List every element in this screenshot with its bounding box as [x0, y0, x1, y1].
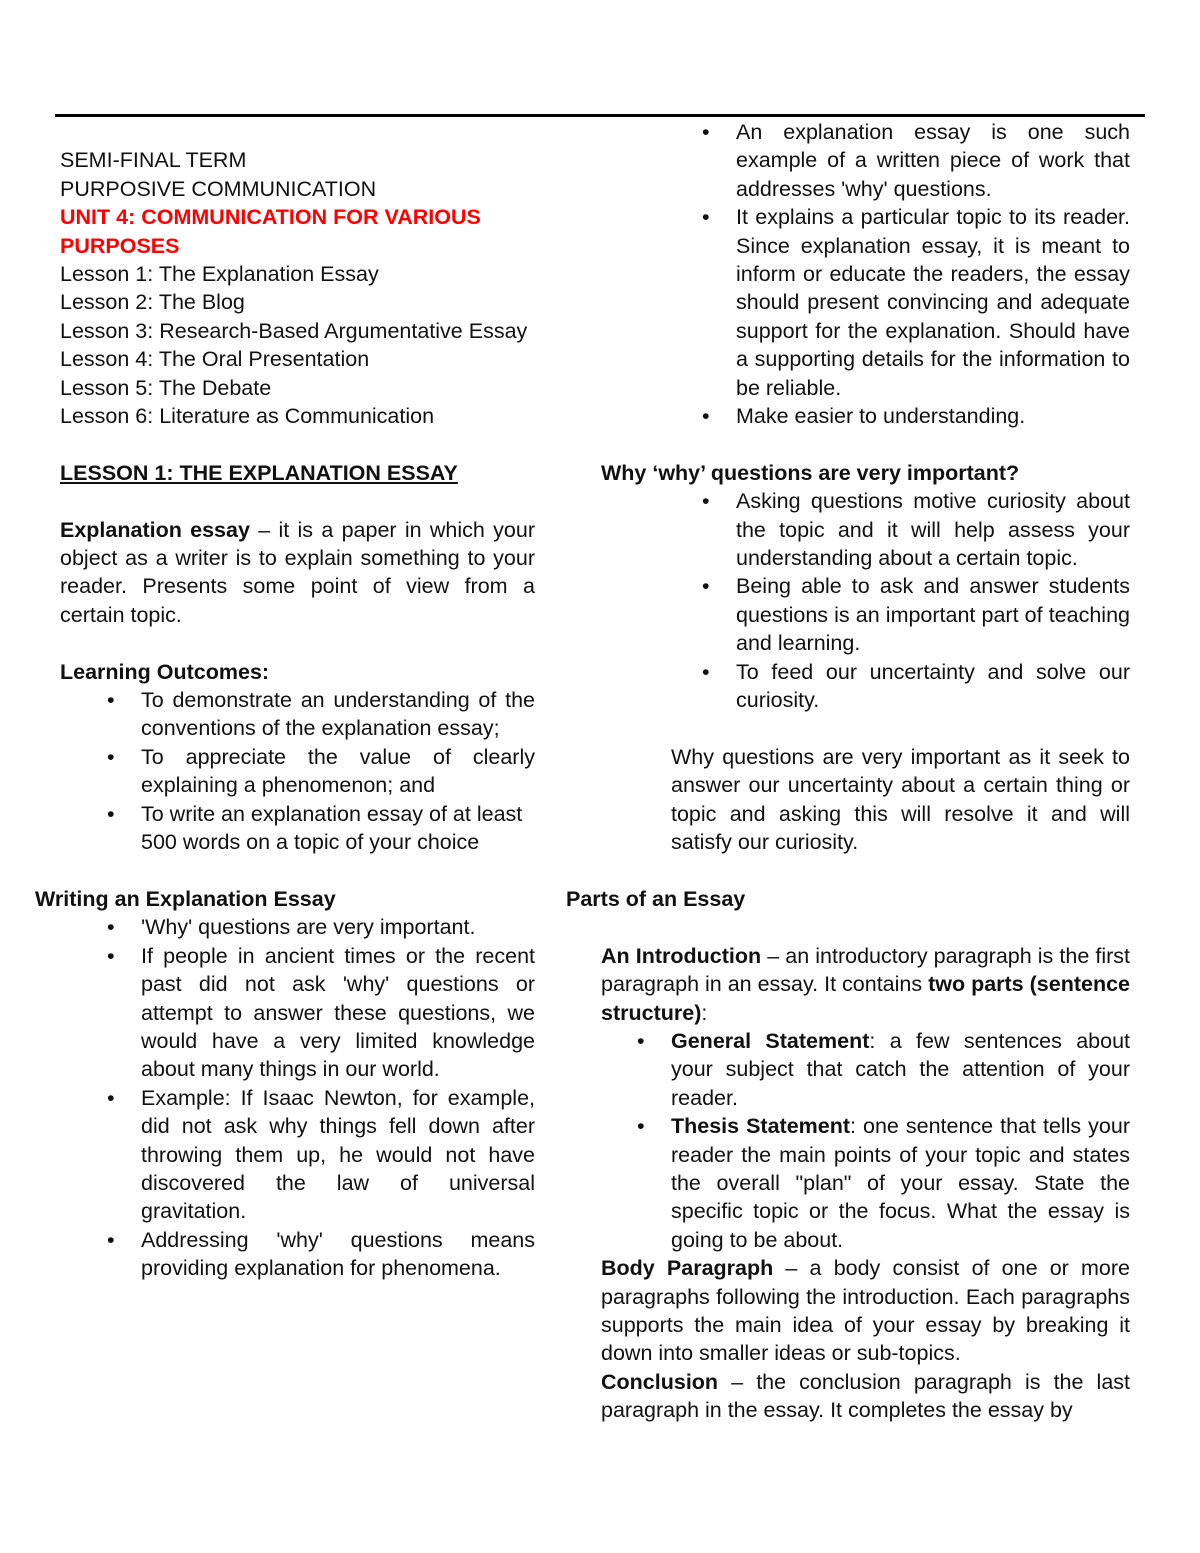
- list-item-continuation: 500 words on a topic of your choice: [141, 830, 480, 855]
- lesson-list: [60, 260, 535, 430]
- list-item: • To appreciate the value of clearly explaining a phenomenon; and: [141, 743, 535, 800]
- lesson-heading: LESSON 1: THE EXPLANATION ESSAY: [60, 460, 458, 485]
- header-rule: [55, 114, 1145, 117]
- list-item: • Example: If Isaac Newton, for example, did not ask why things fell down after throwing them up, he would not have discovered the law of universal gravitation.: [141, 1084, 535, 1226]
- writing-heading: Writing an Explanation Essay: [35, 886, 336, 911]
- list-item: [671, 1027, 1130, 1112]
- introduction-text: – an introductory paragraph is the first paragraph in an essay. It contains: [601, 943, 1130, 997]
- list-item: • An explanation essay is one such example of a written piece of work that addresses 'why' questions.: [736, 118, 1130, 203]
- body-paragraph: [601, 1254, 1130, 1368]
- list-item-text: : one sentence that tells your reader the main points of your topic and states the overall "plan" of your essay. State the specific topic or the focus. What the essay is going to be about.: [671, 1114, 1130, 1252]
- list-item: • 'Why' questions are very important.: [141, 913, 535, 941]
- outcomes-list: [60, 686, 535, 856]
- why-list: [736, 487, 1130, 714]
- introduction-paragraph: [601, 942, 1130, 1027]
- why-heading: Why ‘why’ questions are very important?: [601, 460, 1020, 485]
- list-item-term: Thesis Statement: [671, 1114, 851, 1139]
- conclusion-term: Conclusion: [601, 1369, 719, 1394]
- list-item: • Make easier to understanding.: [736, 402, 1130, 430]
- list-item: • Addressing 'why' questions means providing explanation for phenomena.: [141, 1226, 535, 1283]
- explanation-list: [736, 118, 1130, 430]
- conclusion-text: – the conclusion paragraph is the last paragraph in the essay. It completes the essay by: [601, 1369, 1130, 1423]
- list-item: [671, 1112, 1130, 1254]
- list-item: • Being able to ask and answer students questions is an important part of teaching and learning.: [736, 572, 1130, 657]
- list-item-text: : a few sentences about your subject that catch the attention of your reader.: [671, 1028, 1131, 1110]
- list-item: [141, 800, 535, 857]
- body-term: Body Paragraph: [601, 1256, 774, 1281]
- list-item: • Asking questions motive curiosity about the topic and it will help assess your understanding about a certain topic.: [736, 487, 1130, 572]
- writing-list: [60, 913, 535, 1282]
- lesson-item: Lesson 3: Research-Based Argumentative Essay: [60, 318, 528, 343]
- left-column: [35, 118, 535, 1283]
- introduction-end: :: [701, 1000, 708, 1025]
- list-item: • To feed our uncertainty and solve our curiosity.: [736, 658, 1130, 715]
- parts-section: [601, 942, 1130, 1425]
- course-title: PURPOSIVE COMMUNICATION: [60, 176, 377, 201]
- lesson-item: Lesson 2: The Blog: [60, 290, 245, 315]
- lesson-item: Lesson 5: The Debate: [60, 375, 272, 400]
- definition-term: Explanation essay: [60, 517, 250, 542]
- term-label: SEMI-FINAL TERM: [60, 148, 247, 173]
- why-summary: Why questions are very important as it seek to answer our uncertainty about a certain thing or topic and asking this will resolve it and will satisfy our curiosity.: [671, 744, 1130, 855]
- lesson-item: Lesson 4: The Oral Presentation: [60, 347, 370, 372]
- lesson-item: Lesson 1: The Explanation Essay: [60, 262, 379, 287]
- list-item-term: General Statement: [671, 1028, 870, 1053]
- list-item-text: To write an explanation essay of at least: [141, 801, 523, 826]
- introduction-term: An Introduction: [601, 943, 762, 968]
- definition-text: – it is a paper in which your object as a writer is to explain something to your reader. Presents some point of view from a certain topic.: [60, 517, 535, 627]
- introduction-list: [671, 1027, 1130, 1254]
- conclusion-paragraph: [601, 1368, 1130, 1425]
- right-column: [566, 118, 1130, 1425]
- list-item: • If people in ancient times or the recent past did not ask 'why' questions or attempt to answer these questions, we would have a very limited knowledge about many things in our world.: [141, 942, 535, 1084]
- parts-heading: Parts of an Essay: [566, 886, 746, 911]
- lesson-item: Lesson 6: Literature as Communication: [60, 404, 435, 429]
- introduction-bold: two parts (sentence structure): [601, 972, 1130, 1025]
- outcomes-heading: Learning Outcomes:: [60, 659, 270, 684]
- list-item: • To demonstrate an understanding of the conventions of the explanation essay;: [141, 686, 535, 743]
- list-item: • It explains a particular topic to its reader. Since explanation essay, it is meant to inform or educate the readers, the essay should present convincing and adequate support for the explanation. Should have a supporting details for the information to be reliable.: [736, 203, 1130, 402]
- body-text: – a body consist of one or more paragraphs following the introduction. Each paragraphs supports the main idea of your essay by breaking it down into smaller ideas or sub-topics.: [601, 1256, 1130, 1366]
- definition-paragraph: [60, 516, 535, 630]
- unit-title: UNIT 4: COMMUNICATION FOR VARIOUS PURPOSES: [60, 205, 481, 258]
